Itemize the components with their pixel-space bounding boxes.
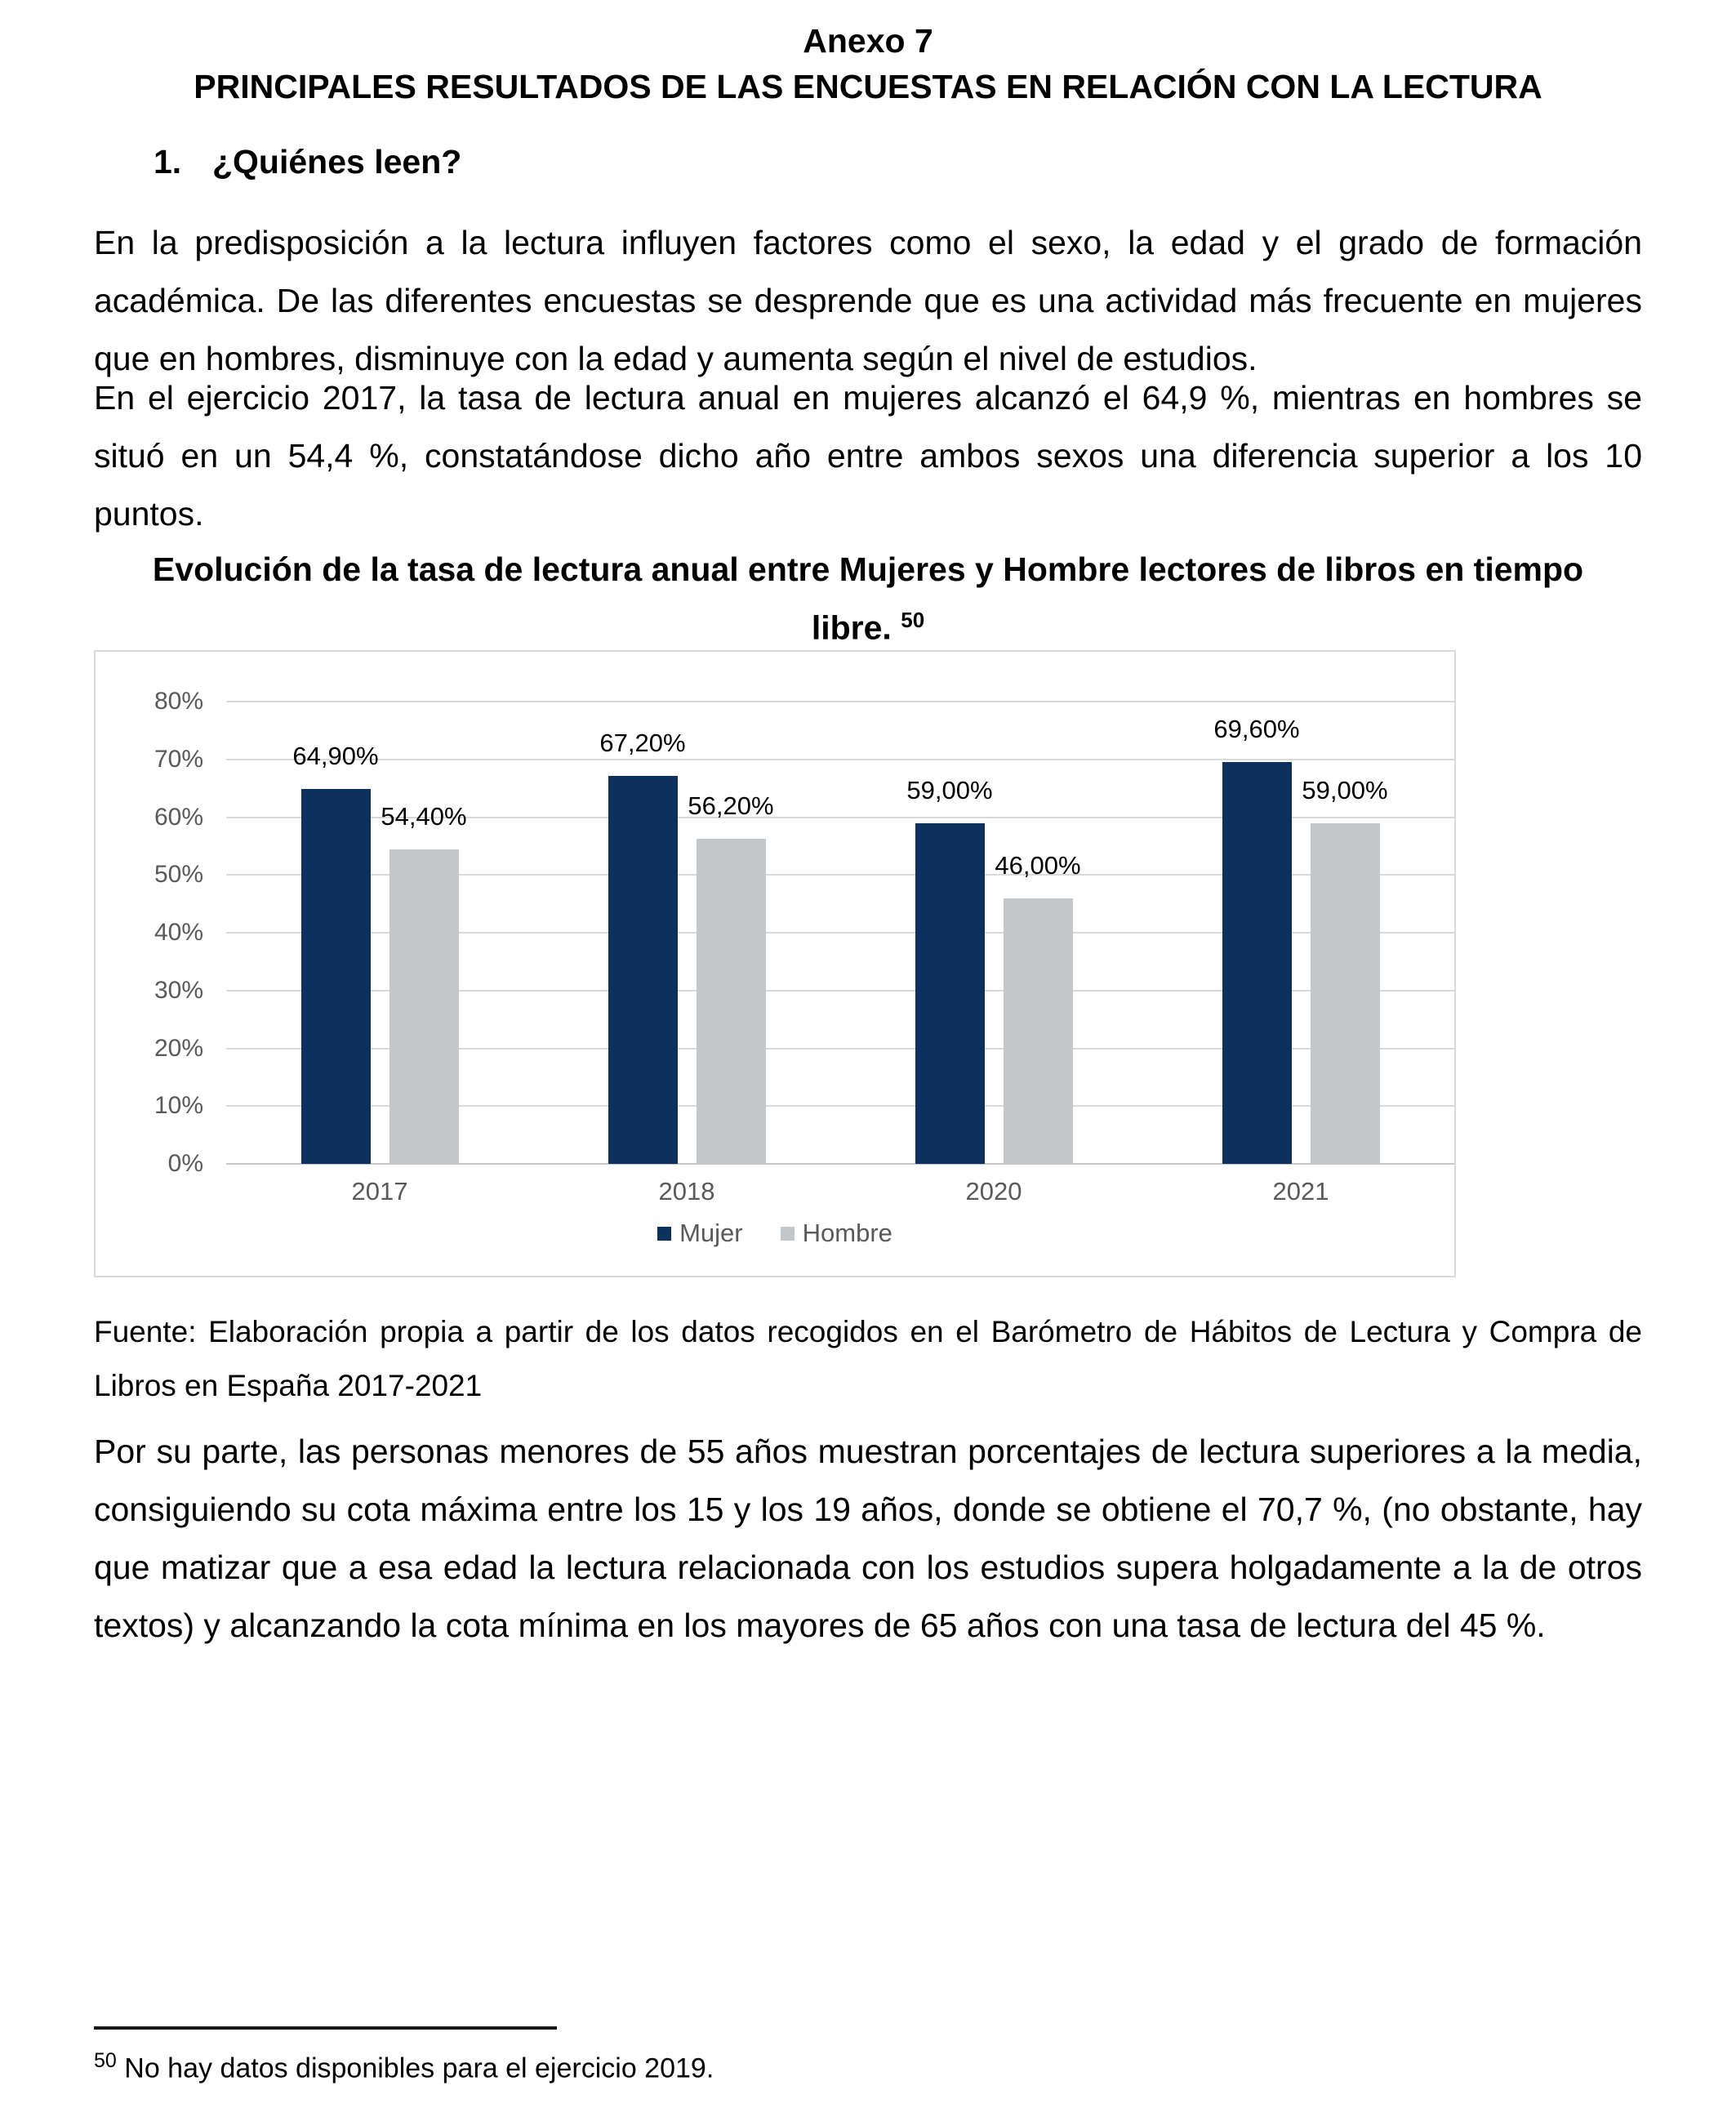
plot-area [226,652,1454,1164]
bar-hombre-2017 [381,802,467,1164]
bar-value-label: 64,90% [292,741,379,770]
bar-value-label: 59,00% [906,775,993,804]
bar-value-label: 54,40% [381,802,467,831]
x-axis-label: 2020 [965,1177,1022,1206]
chart-frame [94,650,1456,1277]
bar-value-label: 69,60% [1213,714,1300,743]
legend-swatch-hombre [781,1227,795,1241]
bar-value-label: 67,20% [599,728,686,757]
y-axis-tick-label: 40% [154,919,203,946]
legend-label: Hombre [802,1219,892,1247]
x-axis-label: 2017 [351,1177,408,1206]
x-axis-labels [226,1177,1454,1206]
doc-title [0,18,1736,109]
y-axis-tick-label: 80% [154,688,203,715]
chart-title-line2 [94,595,1642,653]
legend-item-mujer [657,1219,743,1247]
footnote-text: No hay datos disponibles para el ejercicio 2019. [124,2052,714,2084]
bars-layer [226,652,1454,1164]
footnote [94,2042,1642,2087]
bar-value-label: 56,20% [688,791,774,821]
footnote-marker: 50 [94,2049,117,2072]
y-axis-tick-label: 60% [154,803,203,831]
footnote-rule [94,2026,557,2030]
bar-mujer-2020 [906,775,993,1164]
doc-title-line2: PRINCIPALES RESULTADOS DE LAS ENCUESTAS EN RELACIÓN CON LA LECTURA [194,68,1542,105]
paragraph-2: En el ejercicio 2017, la tasa de lectura anual en mujeres alcanzó el 64,9 %, mientras en hombres se situó en un 54,4 %, constatándose dicho año entre ambos sexos una diferencia superior a los 10 puntos. [94,379,1642,533]
chart-title-footnote-ref: 50 [901,608,925,632]
bar-value-label: 46,00% [995,850,1081,880]
legend-label: Mujer [679,1219,743,1247]
y-axis-tick-label: 20% [154,1034,203,1062]
doc-title-line1: Anexo 7 [803,22,933,60]
y-axis-tick-label: 50% [154,861,203,889]
bar-group-2017 [226,652,533,1164]
legend-item-hombre [781,1219,892,1247]
y-axis-tick-label: 70% [154,745,203,773]
chart-title-line1: Evolución de la tasa de lectura anual entre Mujeres y Hombre lectores de libros en tiempo [152,550,1584,588]
y-axis-tick-label: 0% [167,1150,203,1177]
chart-title-line2-text: libre. [811,608,892,647]
legend-swatch-mujer [657,1227,671,1241]
x-axis-label: 2021 [1272,1177,1329,1206]
x-axis-label: 2018 [658,1177,715,1206]
chart-title [94,544,1642,653]
bar-mujer-2017 [292,741,379,1164]
bar-hombre-2020 [995,850,1081,1164]
bar-hombre-2018 [688,791,774,1164]
section-title: ¿Quiénes leen? [212,143,462,181]
y-axis-tick-label: 30% [154,976,203,1004]
source-note: Fuente: Elaboración propia a partir de los datos recogidos en el Barómetro de Hábitos de Lectura y Compra de Libros en España 2017-2021 [94,1315,1642,1402]
bar-mujer-2021 [1213,714,1300,1164]
bar-group-2021 [1147,652,1454,1164]
paragraph-3: Por su parte, las personas menores de 55 años muestran porcentajes de lectura superiores a la media, consiguiendo su cota máxima entre los 15 y los 19 años, donde se obtiene el 70,7 %, (no obstante, hay que matizar que a esa edad la lectura relacionada con los estudios supera holgadamente a la de otros textos) y alcanzando la cota mínima en los mayores de 65 años con una tasa de lectura del 45 %. [94,1433,1642,1644]
bar-hombre-2021 [1302,775,1388,1164]
bar-group-2018 [533,652,840,1164]
paragraph-1: En la predisposición a la lectura influyen factores como el sexo, la edad y el grado de formación académica. De las diferentes encuestas se desprende que es una actividad más frecuente en mujeres que en hombres, disminuye con la edad y aumenta según el nivel de estudios. [94,224,1642,377]
y-axis-tick-label: 10% [154,1092,203,1120]
bar-value-label: 59,00% [1302,775,1388,804]
section-number: 1. [154,143,182,181]
bar-group-2020 [840,652,1147,1164]
y-axis-ticks [96,652,203,1177]
bar-mujer-2018 [599,728,686,1164]
section-heading [154,140,461,183]
legend [96,1219,1454,1247]
